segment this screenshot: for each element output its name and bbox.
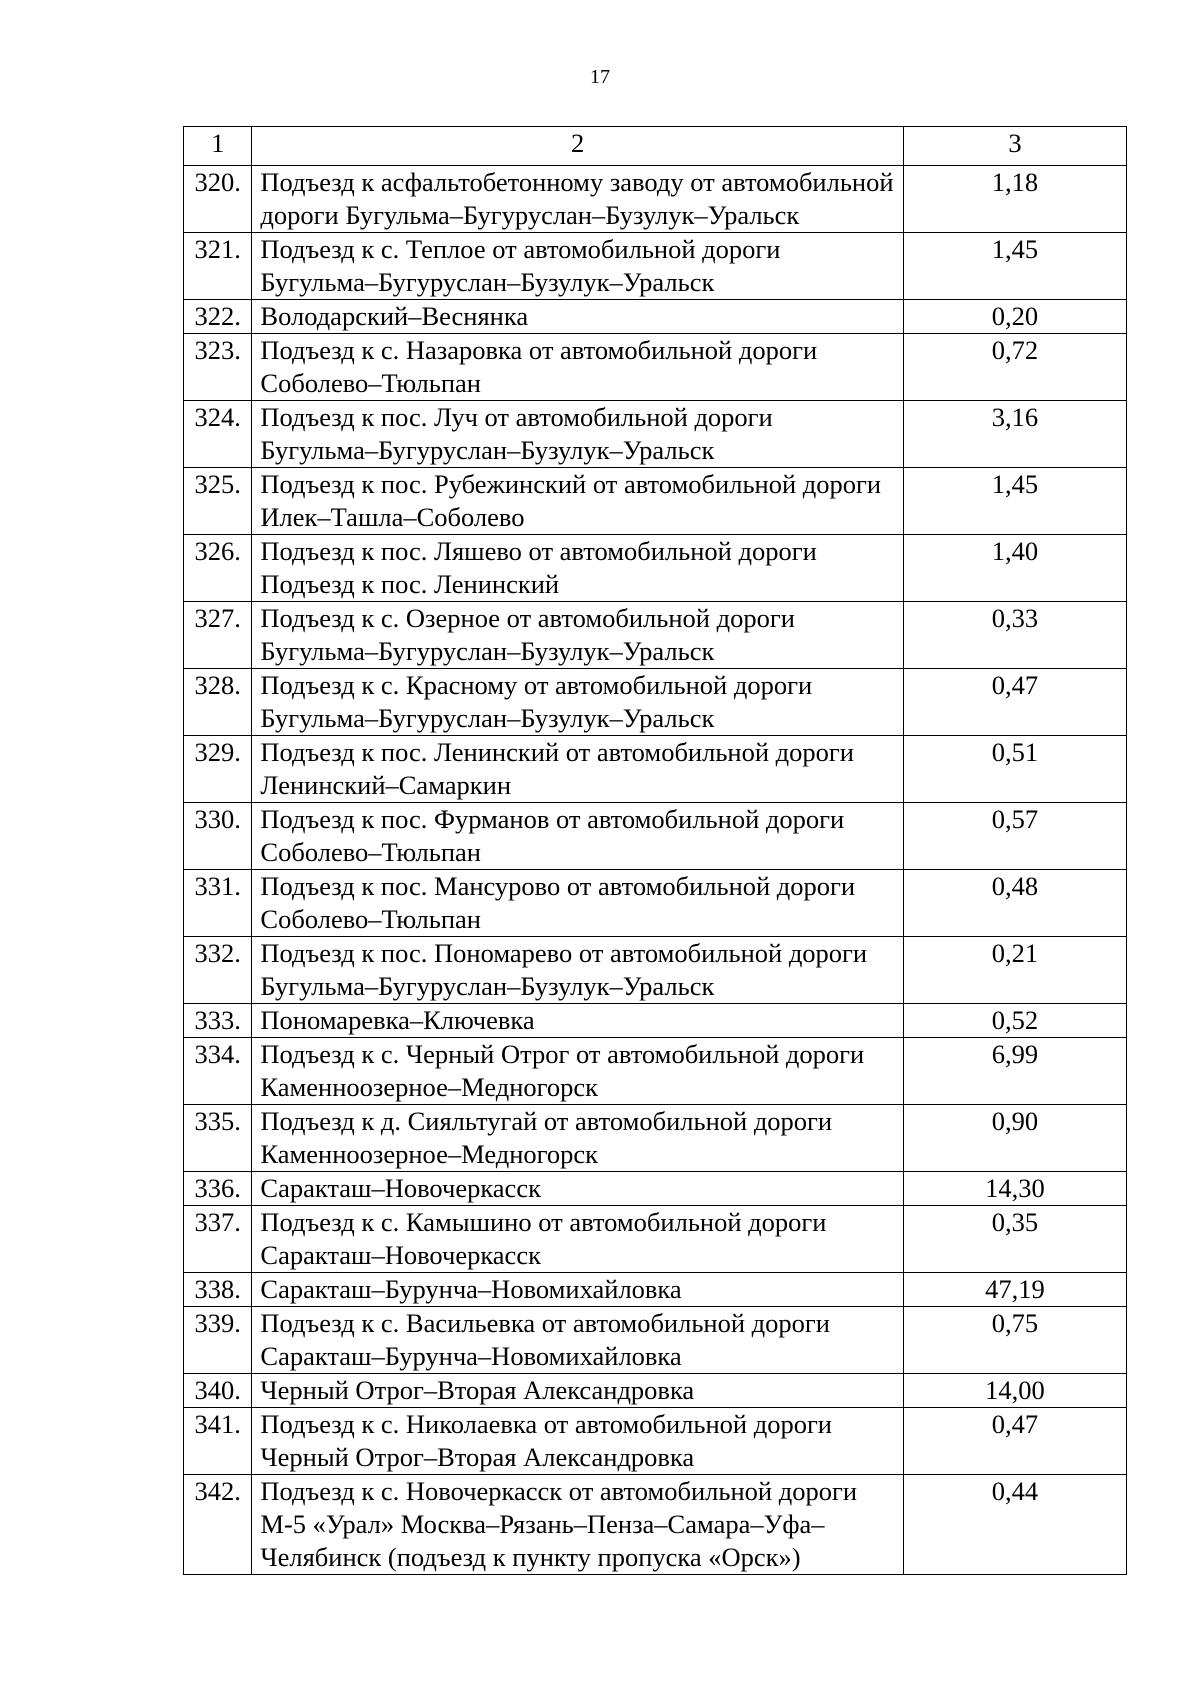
road-length: 0,35 [903, 1206, 1126, 1273]
road-length: 0,47 [903, 669, 1126, 736]
road-name: Подъезд к пос. Луч от автомобильной дороги Бугульма–Бугуруслан–Бузулук–Уральск [252, 401, 903, 468]
table-row [184, 870, 1127, 937]
table-row [184, 937, 1127, 1004]
row-number: 331. [184, 870, 252, 937]
road-length: 1,45 [903, 233, 1126, 300]
road-length: 0,57 [903, 803, 1126, 870]
road-name: Черный Отрог–Вторая Александровка [252, 1374, 903, 1408]
road-name: Подъезд к пос. Фурманов от автомобильной дороги Соболево–Тюльпан [252, 803, 903, 870]
row-number: 337. [184, 1206, 252, 1273]
road-length: 0,44 [903, 1475, 1126, 1575]
table-row [184, 334, 1127, 401]
table-row [184, 300, 1127, 334]
table-row [184, 736, 1127, 803]
row-number: 320. [184, 166, 252, 233]
table-row [184, 669, 1127, 736]
table-row [184, 1004, 1127, 1038]
road-length: 6,99 [903, 1038, 1126, 1105]
road-length: 1,18 [903, 166, 1126, 233]
table-row [184, 1475, 1127, 1575]
row-number: 328. [184, 669, 252, 736]
table-row [184, 1105, 1127, 1172]
column-header-number: 1 [184, 127, 252, 166]
road-name: Подъезд к с. Черный Отрог от автомобильной дороги Каменноозерное–Медногорск [252, 1038, 903, 1105]
row-number: 327. [184, 602, 252, 669]
table-row [184, 1408, 1127, 1475]
table-row [184, 1273, 1127, 1307]
page-number: 17 [590, 66, 610, 88]
table-body [184, 166, 1127, 1575]
road-length: 1,40 [903, 535, 1126, 602]
roads-table [183, 126, 1127, 1575]
row-number: 332. [184, 937, 252, 1004]
table-row [184, 1374, 1127, 1408]
road-name: Подъезд к д. Сияльтугай от автомобильной дороги Каменноозерное–Медногорск [252, 1105, 903, 1172]
table-row [184, 1038, 1127, 1105]
road-name: Подъезд к с. Камышино от автомобильной дороги Саракташ–Новочеркасск [252, 1206, 903, 1273]
row-number: 334. [184, 1038, 252, 1105]
table-header-row [184, 127, 1127, 166]
road-length: 0,51 [903, 736, 1126, 803]
road-length: 0,52 [903, 1004, 1126, 1038]
row-number: 335. [184, 1105, 252, 1172]
row-number: 321. [184, 233, 252, 300]
road-name: Подъезд к с. Красному от автомобильной дороги Бугульма–Бугуруслан–Бузулук–Уральск [252, 669, 903, 736]
road-name: Володарский–Веснянка [252, 300, 903, 334]
road-length: 1,45 [903, 468, 1126, 535]
road-length: 0,75 [903, 1307, 1126, 1374]
table-row [184, 535, 1127, 602]
row-number: 342. [184, 1475, 252, 1575]
road-name: Подъезд к пос. Ленинский от автомобильной дороги Ленинский–Самаркин [252, 736, 903, 803]
road-name: Подъезд к с. Теплое от автомобильной дороги Бугульма–Бугуруслан–Бузулук–Уральск [252, 233, 903, 300]
table-row [184, 803, 1127, 870]
row-number: 340. [184, 1374, 252, 1408]
road-length: 0,20 [903, 300, 1126, 334]
road-length: 14,00 [903, 1374, 1126, 1408]
road-name: Подъезд к с. Озерное от автомобильной дороги Бугульма–Бугуруслан–Бузулук–Уральск [252, 602, 903, 669]
table-row [184, 233, 1127, 300]
road-name: Подъезд к с. Васильевка от автомобильной дороги Саракташ–Бурунча–Новомихайловка [252, 1307, 903, 1374]
road-length: 0,90 [903, 1105, 1126, 1172]
column-header-name: 2 [252, 127, 903, 166]
road-name: Саракташ–Новочеркасск [252, 1172, 903, 1206]
road-length: 0,72 [903, 334, 1126, 401]
road-name: Подъезд к асфальтобетонному заводу от автомобильной дороги Бугульма–Бугуруслан–Бузулук–Уральск [252, 166, 903, 233]
row-number: 336. [184, 1172, 252, 1206]
row-number: 323. [184, 334, 252, 401]
road-name: Подъезд к с. Новочеркасск от автомобильной дороги М-5 «Урал» Москва–Рязань–Пенза–Самара–Уфа–Челябинск (подъезд к пункту пропуска «Орск») [252, 1475, 903, 1575]
row-number: 329. [184, 736, 252, 803]
road-name: Подъезд к пос. Ляшево от автомобильной дороги Подъезд к пос. Ленинский [252, 535, 903, 602]
column-header-value: 3 [903, 127, 1126, 166]
road-name: Пономаревка–Ключевка [252, 1004, 903, 1038]
table-row [184, 166, 1127, 233]
row-number: 325. [184, 468, 252, 535]
row-number: 322. [184, 300, 252, 334]
table-row [184, 1172, 1127, 1206]
row-number: 324. [184, 401, 252, 468]
road-name: Саракташ–Бурунча–Новомихайловка [252, 1273, 903, 1307]
road-length: 0,21 [903, 937, 1126, 1004]
table-row [184, 1206, 1127, 1273]
road-length: 0,47 [903, 1408, 1126, 1475]
row-number: 339. [184, 1307, 252, 1374]
table-row [184, 401, 1127, 468]
road-length: 3,16 [903, 401, 1126, 468]
road-length: 14,30 [903, 1172, 1126, 1206]
road-name: Подъезд к пос. Пономарево от автомобильной дороги Бугульма–Бугуруслан–Бузулук–Уральск [252, 937, 903, 1004]
row-number: 330. [184, 803, 252, 870]
table-row [184, 468, 1127, 535]
road-length: 0,33 [903, 602, 1126, 669]
row-number: 341. [184, 1408, 252, 1475]
road-name: Подъезд к с. Назаровка от автомобильной дороги Соболево–Тюльпан [252, 334, 903, 401]
table-row [184, 1307, 1127, 1374]
road-name: Подъезд к пос. Рубежинский от автомобильной дороги Илек–Ташла–Соболево [252, 468, 903, 535]
row-number: 326. [184, 535, 252, 602]
row-number: 338. [184, 1273, 252, 1307]
row-number: 333. [184, 1004, 252, 1038]
road-length: 47,19 [903, 1273, 1126, 1307]
table-row [184, 602, 1127, 669]
road-name: Подъезд к с. Николаевка от автомобильной дороги Черный Отрог–Вторая Александровка [252, 1408, 903, 1475]
road-name: Подъезд к пос. Мансурово от автомобильной дороги Соболево–Тюльпан [252, 870, 903, 937]
road-length: 0,48 [903, 870, 1126, 937]
